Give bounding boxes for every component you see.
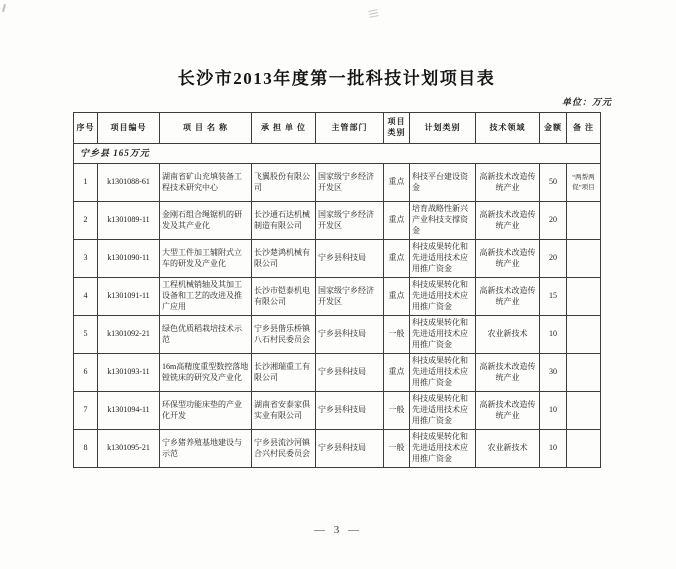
cell-note (567, 240, 601, 278)
table-row (74, 202, 601, 240)
cell-plan: 科技成果转化和先进适用技术应用推广资金 (410, 354, 476, 392)
cell-plan: 培育战略性新兴产业科技支撑资金 (410, 202, 476, 240)
cell-seq: 7 (74, 392, 98, 430)
cell-plan: 科技成果转化和先进适用技术应用推广资金 (410, 240, 476, 278)
cell-category: 一般 (384, 392, 410, 430)
column-header-seq: 序号 (74, 113, 98, 144)
cell-name: 大型工件加工辅附式立车的研发及产业化 (160, 240, 252, 278)
column-header-category: 项目类别 (384, 113, 410, 144)
table-row (74, 316, 601, 354)
cell-note (567, 278, 601, 316)
cell-field: 高新技术改造传统产业 (476, 202, 540, 240)
cell-field: 高新技术改造传统产业 (476, 392, 540, 430)
cell-unit: 长沙楚鸿机械有限公司 (252, 240, 316, 278)
cell-code: k1301091-11 (98, 278, 160, 316)
cell-plan: 科技成果转化和先进适用技术应用推广资金 (410, 316, 476, 354)
cell-category: 一般 (384, 430, 410, 468)
cell-dept: 宁乡县科技局 (316, 430, 384, 468)
cell-unit: 宁乡县流沙河镇合兴村民委员会 (252, 430, 316, 468)
cell-name: 16m高精度重型数控落地镗铣床的研究及产业化 (160, 354, 252, 392)
cell-unit: 长沙通石达机械制造有限公司 (252, 202, 316, 240)
column-header-field: 技术领域 (476, 113, 540, 144)
cell-amount: 50 (540, 164, 567, 202)
cell-amount: 20 (540, 202, 567, 240)
cell-note (567, 430, 601, 468)
cell-seq: 5 (74, 316, 98, 354)
cell-name: 环保型功能床垫的产业化开发 (160, 392, 252, 430)
cell-name: 金刚石组合绳锯机的研发及其产业化 (160, 202, 252, 240)
cell-unit: 长沙湘瑞重工有限公司 (252, 354, 316, 392)
cell-code: k1301089-11 (98, 202, 160, 240)
cell-seq: 1 (74, 164, 98, 202)
table-row (74, 354, 601, 392)
cell-note: “两帮两促”项目 (567, 164, 601, 202)
cell-plan: 科技成果转化和先进适用技术应用推广资金 (410, 392, 476, 430)
scan-artifact (2, 4, 6, 12)
cell-name: 绿色优质稻栽培技术示范 (160, 316, 252, 354)
table-row (74, 278, 601, 316)
cell-field: 高新技术改造传统产业 (476, 354, 540, 392)
cell-amount: 15 (540, 278, 567, 316)
cell-code: k1301092-21 (98, 316, 160, 354)
column-header-plan: 计划类别 (410, 113, 476, 144)
cell-category: 一般 (384, 316, 410, 354)
column-header-code: 项目编号 (98, 113, 160, 144)
cell-seq: 6 (74, 354, 98, 392)
cell-seq: 8 (74, 430, 98, 468)
cell-seq: 3 (74, 240, 98, 278)
scan-artifact (369, 12, 378, 15)
cell-code: k1301095-21 (98, 430, 160, 468)
cell-note (567, 202, 601, 240)
unit-label: 单位：万元 (561, 97, 612, 107)
cell-note (567, 316, 601, 354)
cell-name: 湖南省矿山充填装备工程技术研究中心 (160, 164, 252, 202)
cell-unit: 飞翼股份有限公司 (252, 164, 316, 202)
cell-seq: 2 (74, 202, 98, 240)
cell-code: k1301090-11 (98, 240, 160, 278)
table-row (74, 392, 601, 430)
cell-plan: 科技成果转化和先进适用技术应用推广资金 (410, 278, 476, 316)
cell-dept: 宁乡县科技局 (316, 240, 384, 278)
column-header-unit: 承 担 单 位 (252, 113, 316, 144)
cell-dept: 宁乡县科技局 (316, 316, 384, 354)
cell-code: k1301088-61 (98, 164, 160, 202)
cell-unit: 湖南省安泰家俱实业有限公司 (252, 392, 316, 430)
cell-field: 农业新技术 (476, 430, 540, 468)
group-label: 宁乡县 165万元 (74, 144, 601, 164)
cell-category: 重点 (384, 278, 410, 316)
table-row (74, 430, 601, 468)
column-header-dept: 主管部门 (316, 113, 384, 144)
cell-note (567, 354, 601, 392)
cell-name: 宁乡猪养殖基地建设与示范 (160, 430, 252, 468)
cell-code: k1301094-11 (98, 392, 160, 430)
cell-amount: 10 (540, 430, 567, 468)
cell-field: 高新技术改造传统产业 (476, 240, 540, 278)
cell-field: 农业新技术 (476, 316, 540, 354)
cell-unit: 长沙市铠泰机电有限公司 (252, 278, 316, 316)
cell-dept: 宁乡县科技局 (316, 392, 384, 430)
cell-unit: 宁乡县偕乐桥镇八石村民委员会 (252, 316, 316, 354)
cell-amount: 30 (540, 354, 567, 392)
cell-field: 高新技术改造传统产业 (476, 164, 540, 202)
cell-plan: 科技平台建设资金 (410, 164, 476, 202)
cell-category: 重点 (384, 202, 410, 240)
cell-plan: 科技成果转化和先进适用技术应用推广资金 (410, 430, 476, 468)
cell-dept: 宁乡县科技局 (316, 354, 384, 392)
cell-amount: 10 (540, 392, 567, 430)
table-row (74, 240, 601, 278)
cell-dept: 国家级宁乡经济开发区 (316, 202, 384, 240)
cell-field: 高新技术改造传统产业 (476, 278, 540, 316)
column-header-amount: 金额 (540, 113, 567, 144)
cell-amount: 10 (540, 316, 567, 354)
header-row (74, 113, 601, 144)
cell-dept: 国家级宁乡经济开发区 (316, 164, 384, 202)
cell-category: 重点 (384, 164, 410, 202)
projects-table (73, 112, 601, 468)
cell-category: 重点 (384, 354, 410, 392)
page-title: 长沙市2013年度第一批科技计划项目表 (177, 69, 496, 88)
cell-code: k1301093-11 (98, 354, 160, 392)
table-row (74, 164, 601, 202)
cell-dept: 国家级宁乡经济开发区 (316, 278, 384, 316)
cell-category: 重点 (384, 240, 410, 278)
cell-seq: 4 (74, 278, 98, 316)
cell-name: 工程机械销轴及其加工设备和工艺的改进及推广应用 (160, 278, 252, 316)
cell-note (567, 392, 601, 430)
page-number: — 3 — (314, 524, 362, 536)
column-header-name: 项 目 名 称 (160, 113, 252, 144)
column-header-note: 备 注 (567, 113, 601, 144)
cell-amount: 20 (540, 240, 567, 278)
group-row (74, 144, 601, 164)
